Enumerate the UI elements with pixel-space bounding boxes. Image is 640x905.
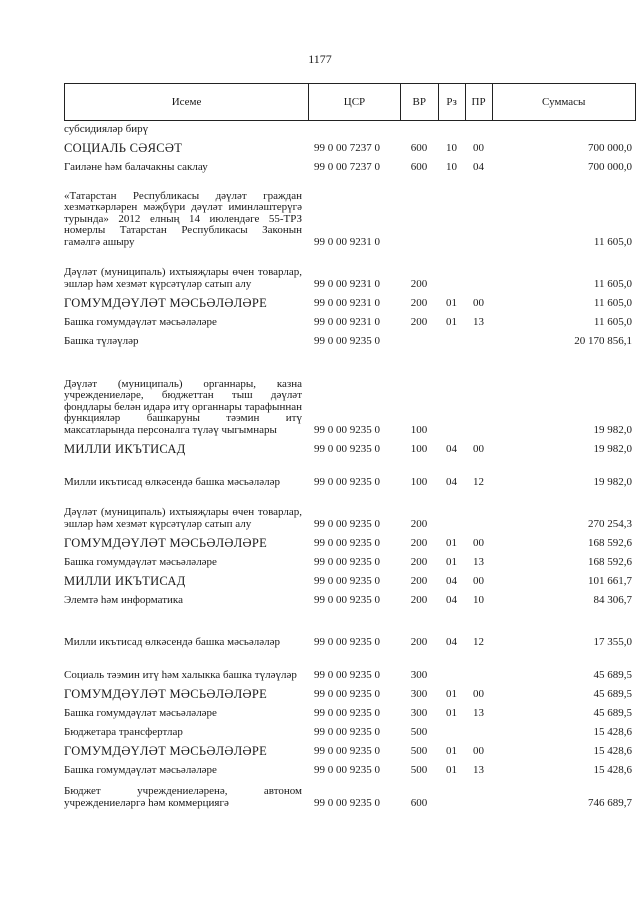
row-csr: 99 0 00 9235 0: [314, 744, 380, 757]
row-sum: 168 592,6: [588, 555, 632, 568]
row-sum: 15 428,6: [593, 763, 632, 776]
row-name: Элемтә һәм информатика: [64, 593, 183, 606]
row-vr: 200: [410, 517, 428, 530]
row-rz: 01: [446, 687, 457, 700]
row-rz: 01: [446, 744, 457, 757]
row-csr: 99 0 00 9235 0: [314, 334, 380, 347]
row-csr: 99 0 00 9235 0: [314, 475, 380, 488]
row-pr: 00: [473, 744, 484, 757]
table-row: [64, 135, 636, 154]
row-rz: 01: [446, 296, 457, 309]
row-pr: 04: [473, 160, 484, 173]
row-sum: 11 605,0: [593, 277, 632, 290]
row-name: Башка гомумдәүләт мәсьәләләре: [64, 315, 217, 328]
row-name: ГОМУМДӘҮЛӘТ МӘСЬӘЛӘЛӘРЕ: [64, 535, 268, 550]
row-rz: 01: [446, 763, 457, 776]
table-row: [64, 347, 636, 436]
row-vr: 300: [410, 687, 428, 700]
row-sum: 45 689,5: [593, 687, 632, 700]
row-pr: 00: [473, 141, 484, 154]
row-vr: 200: [410, 277, 428, 290]
header-sum: Суммасы: [492, 84, 636, 120]
table-row: [64, 436, 636, 455]
table-row: [64, 309, 636, 328]
table-row: [64, 587, 636, 606]
table-row: [64, 154, 636, 173]
row-name: МИЛЛИ ИКЪТИСАД: [64, 573, 186, 588]
row-csr: 99 0 00 9235 0: [314, 423, 380, 436]
row-vr: 200: [410, 536, 428, 549]
row-name: Социаль тәэмин итү һәм халыкка башка түләүләр: [64, 668, 297, 681]
table-body: [64, 121, 636, 809]
row-csr: 99 0 00 9235 0: [314, 725, 380, 738]
row-name: Башка гомумдәүләт мәсьәләләре: [64, 555, 217, 568]
row-rz: 01: [446, 706, 457, 719]
table-row: [64, 606, 636, 648]
row-name: Дәүләт (муниципаль) ихтыяҗлары өчен товарлар, эшләр һәм хезмәт күрсәтүләр сатып алу: [64, 506, 302, 530]
row-name: ГОМУМДӘҮЛӘТ МӘСЬӘЛӘЛӘРЕ: [64, 686, 268, 701]
row-name: Башка гомумдәүләт мәсьәләләре: [64, 763, 217, 776]
row-name: Башка гомумдәүләт мәсьәләләре: [64, 706, 217, 719]
row-pr: 12: [473, 475, 484, 488]
table-row: [64, 290, 636, 309]
table-row: [64, 488, 636, 530]
row-sum: 19 982,0: [593, 475, 632, 488]
row-csr: 99 0 00 9235 0: [314, 668, 380, 681]
table-row: [64, 757, 636, 776]
row-pr: 00: [473, 574, 484, 587]
row-pr: 00: [473, 687, 484, 700]
row-pr: 00: [473, 296, 484, 309]
row-vr: 200: [410, 574, 428, 587]
row-vr: 300: [410, 706, 428, 719]
row-csr: 99 0 00 9235 0: [314, 593, 380, 606]
row-csr: 99 0 00 9235 0: [314, 635, 380, 648]
header-pr: ПР: [465, 84, 492, 120]
row-pr: 13: [473, 763, 484, 776]
table-row: [64, 719, 636, 738]
header-csr: ЦСР: [308, 84, 400, 120]
row-pr: 13: [473, 555, 484, 568]
row-csr: 99 0 00 7237 0: [314, 160, 380, 173]
row-vr: 300: [410, 668, 428, 681]
row-rz: 01: [446, 315, 457, 328]
row-sum: 11 605,0: [593, 296, 632, 309]
row-vr: 600: [410, 796, 428, 809]
table-header: [64, 83, 636, 121]
table-row: [64, 568, 636, 587]
page-number: 1177: [308, 52, 332, 66]
row-sum: 11 605,0: [593, 235, 632, 248]
row-vr: 200: [410, 555, 428, 568]
row-csr: 99 0 00 9231 0: [314, 277, 380, 290]
row-rz: 04: [446, 574, 457, 587]
row-vr: 100: [410, 442, 428, 455]
table-row: [64, 549, 636, 568]
row-vr: 200: [410, 296, 428, 309]
row-sum: 19 982,0: [593, 423, 632, 436]
row-sum: 700 000,0: [588, 160, 632, 173]
row-csr: 99 0 00 9231 0: [314, 315, 380, 328]
row-pr: 13: [473, 706, 484, 719]
header-rz: Рз: [438, 84, 465, 120]
row-csr: 99 0 00 9235 0: [314, 763, 380, 776]
row-csr: 99 0 00 9231 0: [314, 235, 380, 248]
row-sum: 17 355,0: [593, 635, 632, 648]
row-name: СОЦИАЛЬ СӘЯСӘТ: [64, 140, 183, 155]
row-vr: 500: [410, 725, 428, 738]
row-vr: 500: [410, 744, 428, 757]
row-sum: 700 000,0: [588, 141, 632, 154]
row-name: Дәүләт (муниципаль) органнары, казна учреждениеләре, бюджеттан тыш дәүләт фондлары белән идарә итү органнары тарафыннан функцияләр башкаруны тәэмин итү максатларында персоналга түләү чыгымнары: [64, 377, 302, 436]
row-rz: 10: [446, 141, 457, 154]
table-row: [64, 700, 636, 719]
row-name: Бюджет учреждениеләренә, автоном учреждениеләргә һәм коммерциягә: [64, 785, 302, 809]
row-vr: 200: [410, 635, 428, 648]
row-pr: 00: [473, 442, 484, 455]
row-sum: 11 605,0: [593, 315, 632, 328]
row-sum: 168 592,6: [588, 536, 632, 549]
table-row: [64, 455, 636, 488]
row-csr: 99 0 00 9235 0: [314, 706, 380, 719]
row-csr: 99 0 00 9235 0: [314, 442, 380, 455]
table-row: [64, 776, 636, 809]
row-sum: 746 689,7: [588, 796, 632, 809]
row-rz: 04: [446, 593, 457, 606]
row-sum: 45 689,5: [593, 706, 632, 719]
row-name: Милли икътисад өлкәсендә башка мәсьәләләр: [64, 635, 280, 648]
row-sum: 270 254,3: [588, 517, 632, 530]
row-vr: 100: [410, 423, 428, 436]
row-csr: 99 0 00 9231 0: [314, 296, 380, 309]
row-csr: 99 0 00 9235 0: [314, 574, 380, 587]
row-vr: 500: [410, 763, 428, 776]
row-name: Милли икътисад өлкәсендә башка мәсьәләләр: [64, 475, 280, 488]
table-row: [64, 738, 636, 757]
row-pr: 13: [473, 315, 484, 328]
table-row: [64, 681, 636, 700]
table-row: [64, 121, 636, 135]
row-name: Башка түләүләр: [64, 334, 139, 347]
row-pr: 10: [473, 593, 484, 606]
table-row: [64, 530, 636, 549]
row-name: ГОМУМДӘҮЛӘТ МӘСЬӘЛӘЛӘРЕ: [64, 295, 268, 310]
table-row: [64, 328, 636, 347]
row-sum: 84 306,7: [593, 593, 632, 606]
row-vr: 600: [410, 160, 428, 173]
row-rz: 04: [446, 635, 457, 648]
row-vr: 200: [410, 315, 428, 328]
row-sum: 19 982,0: [593, 442, 632, 455]
row-sum: 101 661,7: [588, 574, 632, 587]
row-vr: 200: [410, 593, 428, 606]
row-sum: 15 428,6: [593, 725, 632, 738]
row-name: Дәүләт (муниципаль) ихтыяҗлары өчен товарлар, эшләр һәм хезмәт күрсәтүләр сатып алу: [64, 266, 302, 290]
row-vr: 100: [410, 475, 428, 488]
row-csr: 99 0 00 9235 0: [314, 517, 380, 530]
row-name: «Татарстан Республикасы дәүләт граждан хезмәткәрләрен мәҗбүри дәүләт иминләштерүгә турында» 2012 елның 14 июлендәге 55-ТРЗ номерлы Татарстан Республикасы Законын гамәлгә ашыру: [64, 189, 302, 248]
row-name: МИЛЛИ ИКЪТИСАД: [64, 441, 186, 456]
table-row: [64, 648, 636, 681]
row-name: Гаиләне һәм балачакны саклау: [64, 160, 208, 173]
row-pr: 12: [473, 635, 484, 648]
row-csr: 99 0 00 7237 0: [314, 141, 380, 154]
row-sum: 20 170 856,1: [574, 334, 632, 347]
row-sum: 45 689,5: [593, 668, 632, 681]
header-vr: ВР: [400, 84, 438, 120]
row-vr: 600: [410, 141, 428, 154]
row-rz: 01: [446, 555, 457, 568]
row-name: субсидияләр бирү: [64, 122, 149, 135]
row-csr: 99 0 00 9235 0: [314, 536, 380, 549]
row-pr: 00: [473, 536, 484, 549]
table-row: [64, 173, 636, 248]
row-name: Бюджетара трансфертлар: [64, 725, 183, 738]
row-rz: 01: [446, 536, 457, 549]
row-csr: 99 0 00 9235 0: [314, 555, 380, 568]
table-row: [64, 248, 636, 290]
row-csr: 99 0 00 9235 0: [314, 687, 380, 700]
row-name: ГОМУМДӘҮЛӘТ МӘСЬӘЛӘЛӘРЕ: [64, 743, 268, 758]
row-rz: 04: [446, 475, 457, 488]
header-name: Исеме: [171, 96, 202, 108]
row-rz: 04: [446, 442, 457, 455]
row-rz: 10: [446, 160, 457, 173]
row-sum: 15 428,6: [593, 744, 632, 757]
row-csr: 99 0 00 9235 0: [314, 796, 380, 809]
